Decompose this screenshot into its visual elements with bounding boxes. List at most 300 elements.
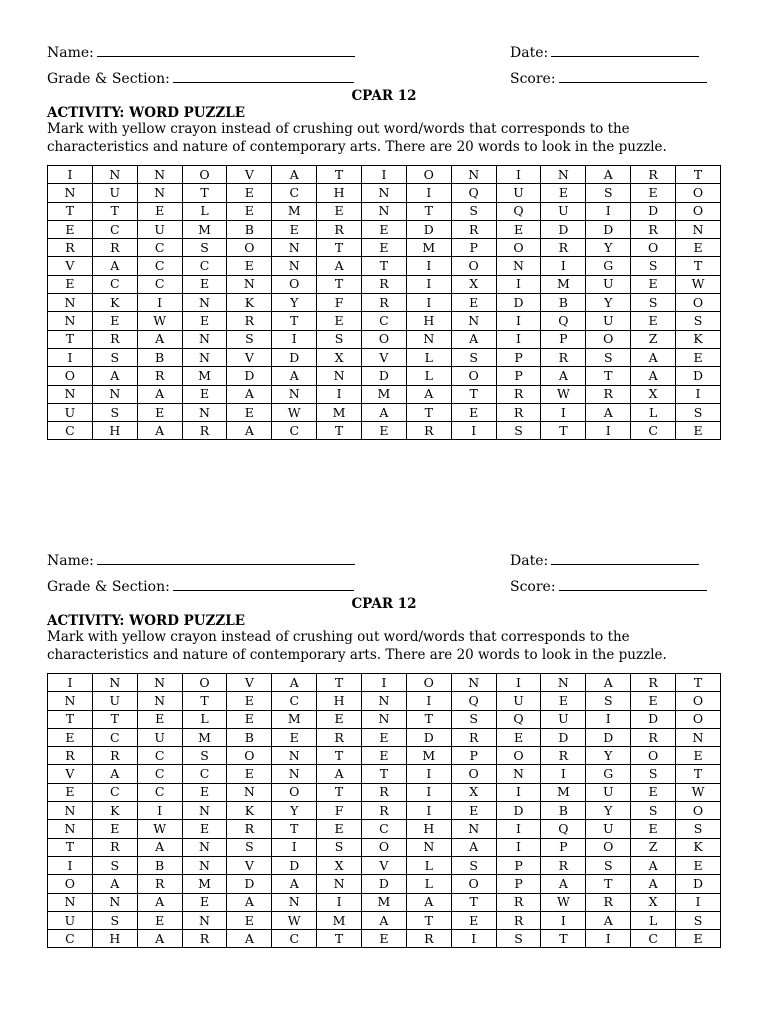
puzzle-cell[interactable]: N <box>182 856 227 874</box>
puzzle-cell[interactable]: N <box>362 692 407 710</box>
puzzle-cell[interactable]: R <box>496 911 541 929</box>
puzzle-cell[interactable]: S <box>586 692 631 710</box>
puzzle-cell[interactable]: N <box>317 875 362 893</box>
puzzle-cell[interactable]: A <box>586 403 631 421</box>
puzzle-cell[interactable]: A <box>227 422 272 440</box>
puzzle-cell[interactable]: T <box>92 710 137 728</box>
puzzle-cell[interactable]: I <box>451 930 496 948</box>
puzzle-cell[interactable]: I <box>586 710 631 728</box>
puzzle-cell[interactable]: I <box>541 257 586 275</box>
puzzle-cell[interactable]: N <box>182 911 227 929</box>
puzzle-cell[interactable]: S <box>631 802 676 820</box>
puzzle-cell[interactable]: W <box>137 312 182 330</box>
puzzle-cell[interactable]: E <box>317 202 362 220</box>
puzzle-cell[interactable]: N <box>227 783 272 801</box>
puzzle-cell[interactable]: I <box>541 911 586 929</box>
puzzle-cell[interactable]: E <box>182 312 227 330</box>
puzzle-cell[interactable]: N <box>137 166 182 184</box>
puzzle-cell[interactable]: A <box>227 385 272 403</box>
grade-section-field[interactable] <box>47 70 354 87</box>
puzzle-cell[interactable]: E <box>48 728 93 746</box>
puzzle-cell[interactable]: R <box>48 239 93 257</box>
puzzle-cell[interactable]: A <box>92 367 137 385</box>
puzzle-cell[interactable]: Q <box>451 184 496 202</box>
puzzle-cell[interactable]: S <box>92 911 137 929</box>
puzzle-cell[interactable]: I <box>48 348 93 366</box>
puzzle-cell[interactable]: L <box>406 875 451 893</box>
puzzle-cell[interactable]: R <box>92 239 137 257</box>
puzzle-cell[interactable]: E <box>48 275 93 293</box>
puzzle-cell[interactable]: E <box>362 747 407 765</box>
puzzle-cell[interactable]: E <box>137 710 182 728</box>
puzzle-cell[interactable]: N <box>182 330 227 348</box>
puzzle-cell[interactable]: E <box>182 385 227 403</box>
puzzle-cell[interactable]: O <box>272 783 317 801</box>
puzzle-cell[interactable]: E <box>272 728 317 746</box>
score-field[interactable] <box>510 578 707 595</box>
puzzle-cell[interactable]: E <box>676 747 721 765</box>
puzzle-cell[interactable]: S <box>496 930 541 948</box>
puzzle-cell[interactable]: I <box>496 166 541 184</box>
puzzle-cell[interactable]: A <box>631 348 676 366</box>
puzzle-cell[interactable]: N <box>362 184 407 202</box>
puzzle-cell[interactable]: V <box>48 765 93 783</box>
puzzle-cell[interactable]: D <box>272 856 317 874</box>
puzzle-cell[interactable]: N <box>48 184 93 202</box>
puzzle-cell[interactable]: N <box>451 820 496 838</box>
puzzle-cell[interactable]: N <box>182 403 227 421</box>
puzzle-cell[interactable]: I <box>362 674 407 692</box>
puzzle-cell[interactable]: P <box>496 856 541 874</box>
puzzle-cell[interactable]: O <box>631 747 676 765</box>
puzzle-cell[interactable]: O <box>586 330 631 348</box>
puzzle-cell[interactable]: T <box>676 674 721 692</box>
puzzle-cell[interactable]: U <box>137 220 182 238</box>
puzzle-cell[interactable]: T <box>317 239 362 257</box>
puzzle-cell[interactable]: Y <box>586 802 631 820</box>
name-field[interactable] <box>47 44 355 61</box>
puzzle-cell[interactable]: T <box>48 838 93 856</box>
puzzle-cell[interactable]: T <box>317 166 362 184</box>
puzzle-cell[interactable]: E <box>137 202 182 220</box>
puzzle-cell[interactable]: T <box>676 765 721 783</box>
puzzle-cell[interactable]: I <box>406 802 451 820</box>
puzzle-cell[interactable]: U <box>137 728 182 746</box>
puzzle-cell[interactable]: R <box>92 838 137 856</box>
puzzle-cell[interactable]: S <box>496 422 541 440</box>
puzzle-cell[interactable]: D <box>541 728 586 746</box>
puzzle-cell[interactable]: S <box>317 330 362 348</box>
puzzle-cell[interactable]: I <box>317 893 362 911</box>
puzzle-cell[interactable]: D <box>272 348 317 366</box>
puzzle-cell[interactable]: X <box>317 856 362 874</box>
puzzle-cell[interactable]: I <box>406 184 451 202</box>
puzzle-cell[interactable]: N <box>92 385 137 403</box>
puzzle-cell[interactable]: I <box>48 674 93 692</box>
puzzle-cell[interactable]: A <box>92 875 137 893</box>
puzzle-cell[interactable]: T <box>48 710 93 728</box>
puzzle-cell[interactable]: N <box>137 674 182 692</box>
puzzle-cell[interactable]: E <box>496 728 541 746</box>
puzzle-cell[interactable]: P <box>496 367 541 385</box>
puzzle-cell[interactable]: U <box>586 783 631 801</box>
puzzle-cell[interactable]: O <box>406 674 451 692</box>
puzzle-cell[interactable]: N <box>227 275 272 293</box>
puzzle-cell[interactable]: B <box>541 294 586 312</box>
puzzle-cell[interactable]: M <box>362 893 407 911</box>
puzzle-cell[interactable]: C <box>362 312 407 330</box>
puzzle-cell[interactable]: R <box>631 674 676 692</box>
puzzle-cell[interactable]: O <box>496 747 541 765</box>
puzzle-cell[interactable]: D <box>227 367 272 385</box>
puzzle-cell[interactable]: L <box>631 403 676 421</box>
puzzle-cell[interactable]: O <box>496 239 541 257</box>
puzzle-cell[interactable]: G <box>586 257 631 275</box>
puzzle-cell[interactable]: O <box>362 330 407 348</box>
puzzle-cell[interactable]: I <box>676 385 721 403</box>
puzzle-cell[interactable]: F <box>317 802 362 820</box>
puzzle-cell[interactable]: C <box>631 422 676 440</box>
puzzle-cell[interactable]: C <box>272 930 317 948</box>
puzzle-cell[interactable]: R <box>496 385 541 403</box>
puzzle-cell[interactable]: C <box>631 930 676 948</box>
puzzle-cell[interactable]: H <box>92 422 137 440</box>
puzzle-cell[interactable]: N <box>182 838 227 856</box>
puzzle-cell[interactable]: N <box>272 385 317 403</box>
puzzle-cell[interactable]: U <box>92 692 137 710</box>
puzzle-cell[interactable]: M <box>317 403 362 421</box>
puzzle-cell[interactable]: U <box>541 710 586 728</box>
puzzle-cell[interactable]: T <box>541 930 586 948</box>
puzzle-cell[interactable]: N <box>272 257 317 275</box>
puzzle-cell[interactable]: U <box>496 184 541 202</box>
puzzle-cell[interactable]: R <box>586 893 631 911</box>
puzzle-cell[interactable]: T <box>182 184 227 202</box>
puzzle-cell[interactable]: U <box>586 820 631 838</box>
puzzle-cell[interactable]: Z <box>631 838 676 856</box>
puzzle-cell[interactable]: R <box>362 294 407 312</box>
puzzle-cell[interactable]: R <box>227 312 272 330</box>
puzzle-cell[interactable]: T <box>676 166 721 184</box>
puzzle-cell[interactable]: I <box>496 275 541 293</box>
puzzle-cell[interactable]: S <box>92 856 137 874</box>
puzzle-cell[interactable]: C <box>362 820 407 838</box>
puzzle-cell[interactable]: O <box>227 239 272 257</box>
puzzle-cell[interactable]: Y <box>586 294 631 312</box>
puzzle-cell[interactable]: E <box>541 184 586 202</box>
puzzle-cell[interactable]: I <box>317 385 362 403</box>
puzzle-cell[interactable]: V <box>362 348 407 366</box>
puzzle-cell[interactable]: N <box>137 692 182 710</box>
puzzle-cell[interactable]: N <box>92 674 137 692</box>
puzzle-cell[interactable]: K <box>227 802 272 820</box>
puzzle-cell[interactable]: N <box>451 312 496 330</box>
puzzle-cell[interactable]: N <box>48 294 93 312</box>
puzzle-cell[interactable]: R <box>137 875 182 893</box>
puzzle-cell[interactable]: I <box>586 422 631 440</box>
puzzle-cell[interactable]: I <box>406 765 451 783</box>
puzzle-cell[interactable]: W <box>541 893 586 911</box>
puzzle-cell[interactable]: O <box>676 692 721 710</box>
puzzle-cell[interactable]: A <box>586 166 631 184</box>
puzzle-cell[interactable]: D <box>406 728 451 746</box>
puzzle-cell[interactable]: A <box>586 911 631 929</box>
puzzle-cell[interactable]: O <box>676 802 721 820</box>
puzzle-cell[interactable]: N <box>272 765 317 783</box>
puzzle-cell[interactable]: P <box>541 838 586 856</box>
puzzle-cell[interactable]: E <box>137 911 182 929</box>
puzzle-cell[interactable]: E <box>317 710 362 728</box>
puzzle-cell[interactable]: M <box>317 911 362 929</box>
puzzle-cell[interactable]: I <box>406 294 451 312</box>
puzzle-cell[interactable]: R <box>362 802 407 820</box>
puzzle-cell[interactable]: W <box>137 820 182 838</box>
puzzle-cell[interactable]: Y <box>586 239 631 257</box>
puzzle-cell[interactable]: E <box>48 220 93 238</box>
puzzle-cell[interactable]: N <box>272 893 317 911</box>
puzzle-cell[interactable]: O <box>48 875 93 893</box>
puzzle-cell[interactable]: A <box>272 367 317 385</box>
puzzle-cell[interactable]: S <box>451 202 496 220</box>
puzzle-cell[interactable]: D <box>496 802 541 820</box>
puzzle-cell[interactable]: A <box>227 930 272 948</box>
puzzle-cell[interactable]: S <box>451 348 496 366</box>
puzzle-cell[interactable]: S <box>92 403 137 421</box>
puzzle-cell[interactable]: U <box>541 202 586 220</box>
puzzle-cell[interactable]: S <box>631 765 676 783</box>
puzzle-cell[interactable]: H <box>92 930 137 948</box>
puzzle-cell[interactable]: C <box>92 728 137 746</box>
puzzle-cell[interactable]: U <box>586 275 631 293</box>
grade-section-field[interactable] <box>47 578 354 595</box>
puzzle-cell[interactable]: N <box>182 348 227 366</box>
puzzle-cell[interactable]: R <box>541 856 586 874</box>
puzzle-cell[interactable]: E <box>541 692 586 710</box>
puzzle-cell[interactable]: N <box>92 893 137 911</box>
puzzle-cell[interactable]: D <box>631 202 676 220</box>
puzzle-cell[interactable]: E <box>48 783 93 801</box>
puzzle-cell[interactable]: T <box>586 367 631 385</box>
puzzle-cell[interactable]: E <box>362 220 407 238</box>
puzzle-cell[interactable]: N <box>48 820 93 838</box>
puzzle-cell[interactable]: C <box>137 765 182 783</box>
puzzle-cell[interactable]: A <box>541 367 586 385</box>
puzzle-cell[interactable]: I <box>676 893 721 911</box>
puzzle-cell[interactable]: I <box>586 930 631 948</box>
score-line[interactable] <box>559 70 707 83</box>
puzzle-cell[interactable]: W <box>272 911 317 929</box>
puzzle-cell[interactable]: E <box>227 403 272 421</box>
puzzle-cell[interactable]: O <box>227 747 272 765</box>
puzzle-cell[interactable]: K <box>676 330 721 348</box>
puzzle-cell[interactable]: S <box>182 747 227 765</box>
puzzle-cell[interactable]: E <box>92 312 137 330</box>
date-field[interactable] <box>510 552 699 569</box>
puzzle-cell[interactable]: T <box>317 422 362 440</box>
puzzle-cell[interactable]: A <box>451 838 496 856</box>
puzzle-cell[interactable]: D <box>541 220 586 238</box>
puzzle-cell[interactable]: E <box>496 220 541 238</box>
puzzle-cell[interactable]: D <box>406 220 451 238</box>
puzzle-cell[interactable]: E <box>631 275 676 293</box>
puzzle-cell[interactable]: I <box>451 422 496 440</box>
puzzle-cell[interactable]: C <box>137 783 182 801</box>
puzzle-cell[interactable]: E <box>182 820 227 838</box>
puzzle-cell[interactable]: O <box>272 275 317 293</box>
puzzle-cell[interactable]: E <box>182 275 227 293</box>
puzzle-cell[interactable]: T <box>586 875 631 893</box>
puzzle-cell[interactable]: A <box>631 875 676 893</box>
puzzle-cell[interactable]: C <box>92 220 137 238</box>
puzzle-cell[interactable]: C <box>48 930 93 948</box>
puzzle-cell[interactable]: K <box>92 294 137 312</box>
puzzle-cell[interactable]: B <box>541 802 586 820</box>
puzzle-cell[interactable]: C <box>92 783 137 801</box>
puzzle-cell[interactable]: D <box>496 294 541 312</box>
puzzle-cell[interactable]: S <box>182 239 227 257</box>
puzzle-cell[interactable]: S <box>227 838 272 856</box>
puzzle-cell[interactable]: E <box>362 930 407 948</box>
puzzle-cell[interactable]: T <box>317 930 362 948</box>
puzzle-cell[interactable]: Y <box>586 747 631 765</box>
puzzle-cell[interactable]: M <box>182 220 227 238</box>
puzzle-cell[interactable]: P <box>541 330 586 348</box>
puzzle-cell[interactable]: S <box>451 856 496 874</box>
puzzle-cell[interactable]: P <box>496 348 541 366</box>
puzzle-cell[interactable]: O <box>676 710 721 728</box>
puzzle-cell[interactable]: Q <box>541 820 586 838</box>
puzzle-cell[interactable]: N <box>272 239 317 257</box>
puzzle-cell[interactable]: D <box>362 875 407 893</box>
puzzle-cell[interactable]: R <box>317 728 362 746</box>
puzzle-cell[interactable]: M <box>182 728 227 746</box>
puzzle-cell[interactable]: I <box>406 257 451 275</box>
puzzle-cell[interactable]: A <box>406 893 451 911</box>
puzzle-cell[interactable]: T <box>317 275 362 293</box>
date-line[interactable] <box>551 552 699 565</box>
puzzle-cell[interactable]: S <box>317 838 362 856</box>
puzzle-cell[interactable]: E <box>92 820 137 838</box>
puzzle-cell[interactable]: X <box>451 275 496 293</box>
puzzle-cell[interactable]: U <box>586 312 631 330</box>
puzzle-cell[interactable]: Z <box>631 330 676 348</box>
puzzle-cell[interactable]: E <box>631 783 676 801</box>
score-line[interactable] <box>559 578 707 591</box>
puzzle-cell[interactable]: V <box>362 856 407 874</box>
puzzle-cell[interactable]: R <box>541 747 586 765</box>
puzzle-cell[interactable]: E <box>451 403 496 421</box>
puzzle-cell[interactable]: D <box>227 875 272 893</box>
puzzle-cell[interactable]: A <box>317 765 362 783</box>
puzzle-cell[interactable]: I <box>48 856 93 874</box>
puzzle-cell[interactable]: T <box>182 692 227 710</box>
puzzle-cell[interactable]: H <box>317 184 362 202</box>
puzzle-cell[interactable]: O <box>676 294 721 312</box>
puzzle-cell[interactable]: M <box>362 385 407 403</box>
puzzle-cell[interactable]: N <box>48 893 93 911</box>
puzzle-cell[interactable]: C <box>182 765 227 783</box>
puzzle-cell[interactable]: H <box>406 820 451 838</box>
puzzle-cell[interactable]: I <box>48 166 93 184</box>
puzzle-cell[interactable]: S <box>676 820 721 838</box>
puzzle-cell[interactable]: I <box>272 838 317 856</box>
puzzle-cell[interactable]: D <box>676 875 721 893</box>
puzzle-cell[interactable]: S <box>631 257 676 275</box>
puzzle-cell[interactable]: R <box>631 166 676 184</box>
puzzle-cell[interactable]: T <box>272 820 317 838</box>
puzzle-cell[interactable]: E <box>451 802 496 820</box>
puzzle-cell[interactable]: O <box>676 202 721 220</box>
puzzle-cell[interactable]: A <box>406 385 451 403</box>
puzzle-cell[interactable]: A <box>272 875 317 893</box>
puzzle-cell[interactable]: I <box>496 783 541 801</box>
puzzle-cell[interactable]: N <box>406 838 451 856</box>
puzzle-cell[interactable]: O <box>451 367 496 385</box>
puzzle-cell[interactable]: E <box>631 692 676 710</box>
puzzle-cell[interactable]: C <box>137 257 182 275</box>
puzzle-cell[interactable]: I <box>496 820 541 838</box>
puzzle-cell[interactable]: C <box>272 422 317 440</box>
puzzle-cell[interactable]: N <box>92 166 137 184</box>
puzzle-cell[interactable]: R <box>631 220 676 238</box>
puzzle-cell[interactable]: N <box>272 747 317 765</box>
puzzle-cell[interactable]: N <box>541 674 586 692</box>
puzzle-cell[interactable]: R <box>451 220 496 238</box>
puzzle-cell[interactable]: C <box>48 422 93 440</box>
puzzle-cell[interactable]: L <box>182 202 227 220</box>
puzzle-cell[interactable]: Q <box>451 692 496 710</box>
puzzle-cell[interactable]: O <box>362 838 407 856</box>
puzzle-cell[interactable]: R <box>92 747 137 765</box>
puzzle-cell[interactable]: R <box>182 930 227 948</box>
puzzle-cell[interactable]: E <box>227 184 272 202</box>
puzzle-cell[interactable]: O <box>182 674 227 692</box>
puzzle-cell[interactable]: Q <box>541 312 586 330</box>
puzzle-cell[interactable]: C <box>137 747 182 765</box>
puzzle-cell[interactable]: E <box>362 728 407 746</box>
puzzle-cell[interactable]: E <box>631 312 676 330</box>
puzzle-cell[interactable]: N <box>676 728 721 746</box>
puzzle-cell[interactable]: G <box>586 765 631 783</box>
puzzle-cell[interactable]: E <box>676 856 721 874</box>
puzzle-cell[interactable]: O <box>631 239 676 257</box>
puzzle-cell[interactable]: R <box>541 348 586 366</box>
puzzle-cell[interactable]: R <box>227 820 272 838</box>
puzzle-cell[interactable]: O <box>451 257 496 275</box>
puzzle-cell[interactable]: A <box>362 403 407 421</box>
puzzle-cell[interactable]: A <box>317 257 362 275</box>
puzzle-cell[interactable]: P <box>496 875 541 893</box>
puzzle-cell[interactable]: E <box>362 239 407 257</box>
puzzle-cell[interactable]: N <box>451 674 496 692</box>
puzzle-cell[interactable]: T <box>406 911 451 929</box>
puzzle-cell[interactable]: T <box>406 403 451 421</box>
puzzle-cell[interactable]: Q <box>496 710 541 728</box>
puzzle-cell[interactable]: C <box>272 692 317 710</box>
puzzle-cell[interactable]: I <box>541 765 586 783</box>
puzzle-cell[interactable]: D <box>362 367 407 385</box>
puzzle-cell[interactable]: N <box>541 166 586 184</box>
puzzle-cell[interactable]: I <box>496 312 541 330</box>
puzzle-cell[interactable]: R <box>586 385 631 403</box>
puzzle-cell[interactable]: C <box>92 275 137 293</box>
puzzle-cell[interactable]: E <box>317 820 362 838</box>
puzzle-cell[interactable]: X <box>631 385 676 403</box>
puzzle-cell[interactable]: T <box>48 330 93 348</box>
puzzle-cell[interactable]: E <box>362 422 407 440</box>
puzzle-cell[interactable]: W <box>541 385 586 403</box>
puzzle-cell[interactable]: E <box>227 692 272 710</box>
